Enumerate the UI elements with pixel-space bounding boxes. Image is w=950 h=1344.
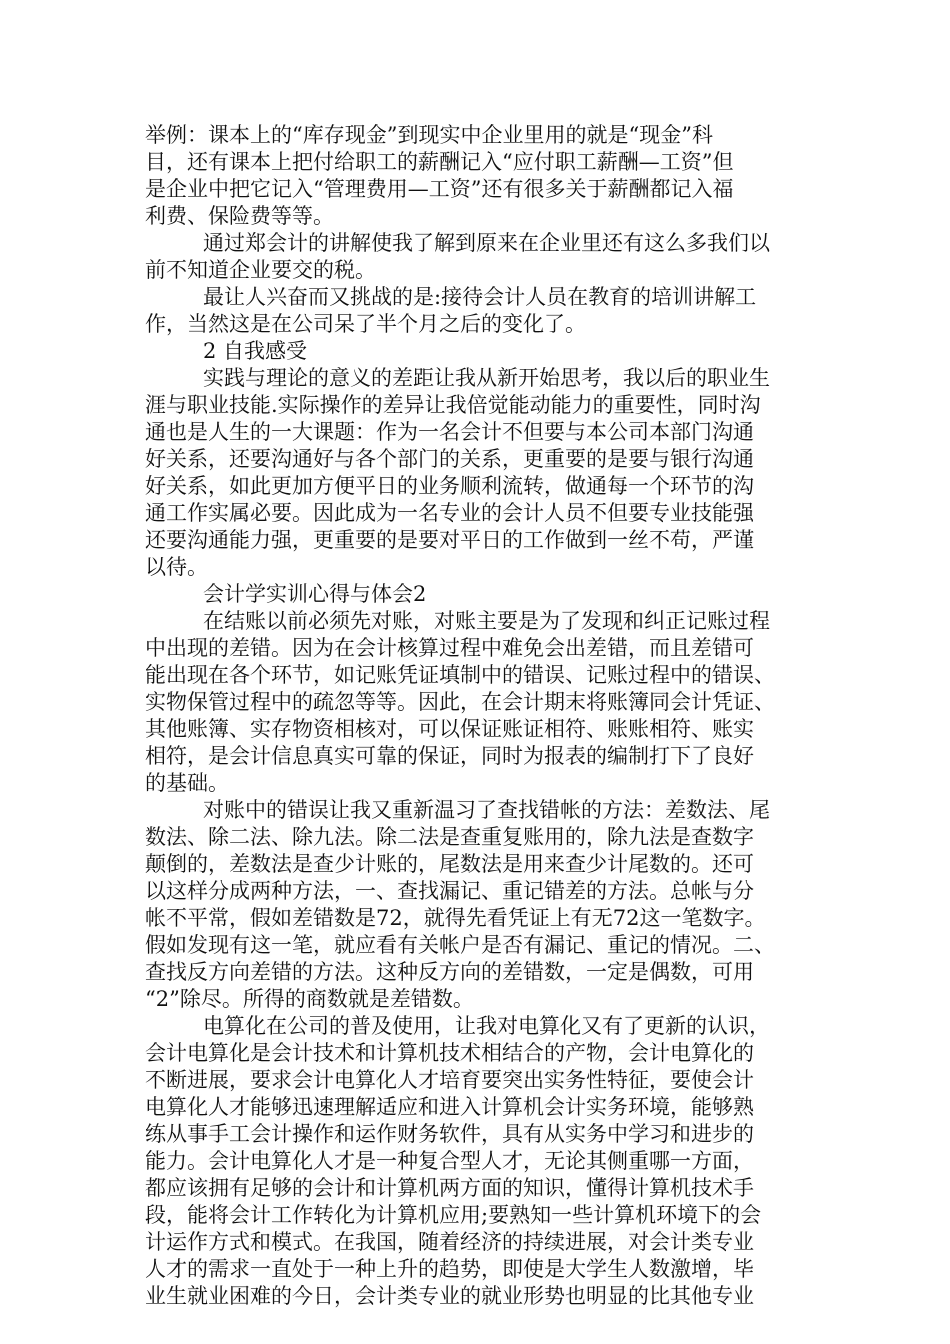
- text-line: 颠倒的，差数法是查少计账的，尾数法是用来查少计尾数的。还可: [145, 852, 754, 876]
- text-line: 好关系，还要沟通好与各个部门的关系，更重要的是要与银行沟通: [145, 447, 754, 471]
- text-line: 前不知道企业要交的税。: [145, 258, 376, 282]
- text-line: 以这样分成两种方法，一、查找漏记、重记错差的方法。总帐与分: [145, 879, 754, 903]
- text-line: 2 自我感受: [203, 339, 308, 363]
- text-line: 是企业中把它记入“管理费用—工资”还有很多关于薪酬都记入福: [145, 177, 734, 201]
- text-line: 举例：课本上的“库存现金”到现实中企业里用的就是“现金”科: [145, 123, 713, 147]
- text-line: 通过郑会计的讲解使我了解到原来在企业里还有这么多我们以: [203, 231, 770, 255]
- text-line: 都应该拥有足够的会计和计算机两方面的知识，懂得计算机技术手: [145, 1176, 754, 1200]
- text-line: 通也是人生的一大课题：作为一名会计不但要与本公司本部门沟通: [145, 420, 754, 444]
- text-line: 作，当然这是在公司呆了半个月之后的变化了。: [145, 312, 586, 336]
- text-line: 对账中的错误让我又重新温习了查找错帐的方法：差数法、尾: [203, 798, 770, 822]
- text-line: 利费、保险费等等。: [145, 204, 334, 228]
- text-line: 不断进展，要求会计电算化人才培育要突出实务性特征，要使会计: [145, 1068, 754, 1092]
- text-line: 目，还有课本上把付给职工的薪酬记入“应付职工薪酬—工资”但: [145, 150, 734, 174]
- text-line: 查找反方向差错的方法。这种反方向的差错数，一定是偶数，可用: [145, 960, 754, 984]
- text-line: 在结账以前必须先对账，对账主要是为了发现和纠正记账过程: [203, 609, 770, 633]
- text-line: 数法、除二法、除九法。除二法是查重复账用的，除九法是查数字: [145, 825, 754, 849]
- text-line: “2”除尽。所得的商数就是差错数。: [145, 987, 474, 1011]
- text-line: 最让人兴奋而又挑战的是:接待会计人员在教育的培训讲解工: [203, 285, 757, 309]
- text-line: 人才的需求一直处于一种上升的趋势，即使是大学生人数激增，毕: [145, 1257, 754, 1281]
- text-line: 实物保管过程中的疏忽等等。因此，在会计期末将账簿同会计凭证、: [145, 690, 775, 714]
- text-line: 好关系，如此更加方便平日的业务顺利流转，做通每一个环节的沟: [145, 474, 754, 498]
- text-line: 能出现在各个环节，如记账凭证填制中的错误、记账过程中的错误、: [145, 663, 775, 687]
- text-line: 能力。会计电算化人才是一种复合型人才，无论其侧重哪一方面，: [145, 1149, 754, 1173]
- text-line: 电算化在公司的普及使用，让我对电算化又有了更新的认识，: [203, 1014, 770, 1038]
- text-line: 以待。: [145, 555, 208, 579]
- text-line: 电算化人才能够迅速理解适应和进入计算机会计实务环境，能够熟: [145, 1095, 754, 1119]
- document-body: [145, 122, 815, 1310]
- text-line: 段，能将会计工作转化为计算机应用;要熟知一些计算机环境下的会: [145, 1203, 762, 1227]
- text-line: 相符，是会计信息真实可靠的保证，同时为报表的编制打下了良好: [145, 744, 754, 768]
- text-line: 假如发现有这一笔，就应看有关帐户是否有漏记、重记的情况。二、: [145, 933, 775, 957]
- text-line: 中出现的差错。因为在会计核算过程中难免会出差错，而且差错可: [145, 636, 754, 660]
- text-line: 练从事手工会计操作和运作财务软件，具有从实务中学习和进步的: [145, 1122, 754, 1146]
- text-line: 涯与职业技能.实际操作的差异让我倍觉能动能力的重要性，同时沟: [145, 393, 761, 417]
- text-line: 还要沟通能力强，更重要的是要对平日的工作做到一丝不苟，严谨: [145, 528, 754, 552]
- text-line: 会计学实训心得与体会2: [203, 582, 427, 606]
- text-line: 通工作实属必要。因此成为一名专业的会计人员不但要专业技能强: [145, 501, 754, 525]
- text-line: 计运作方式和模式。在我国，随着经济的持续进展，对会计类专业: [145, 1230, 754, 1254]
- text-line: 其他账簿、实存物资相核对，可以保证账证相符、账账相符、账实: [145, 717, 754, 741]
- text-line: 帐不平常，假如差错数是72，就得先看凭证上有无72这一笔数字。: [145, 906, 766, 930]
- text-line: 的基础。: [145, 771, 229, 795]
- text-line: 会计电算化是会计技术和计算机技术相结合的产物，会计电算化的: [145, 1041, 754, 1065]
- text-line: 实践与理论的意义的差距让我从新开始思考，我以后的职业生: [203, 366, 770, 390]
- text-line: 业生就业困难的今日，会计类专业的就业形势也明显的比其他专业: [145, 1284, 754, 1308]
